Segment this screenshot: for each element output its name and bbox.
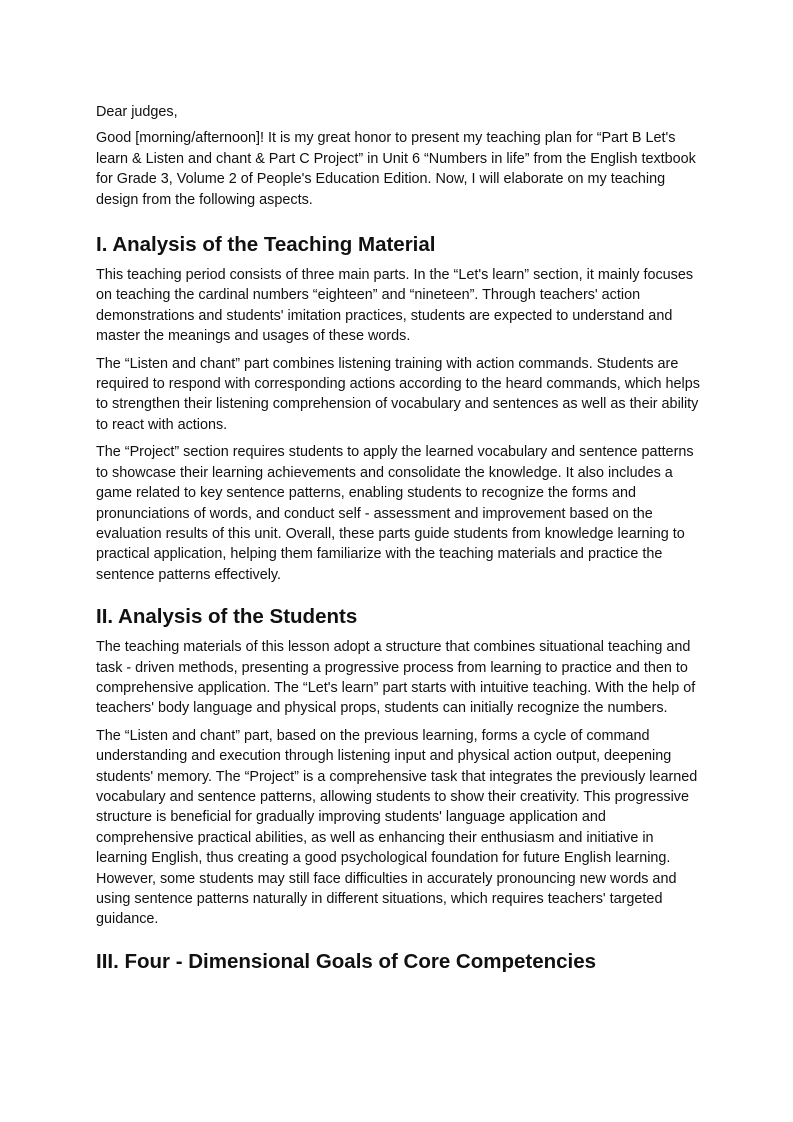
body-paragraph: The “Listen and chant” part combines listening training with action commands. Students are required to respond with corresponding actions according to the heard commands, which helps to strengthen their listening comprehension of vocabulary and sentences as well as their ability to react with actions. <box>96 355 700 433</box>
body-paragraph: The “Project” section requires students to apply the learned vocabulary and sentence patterns to showcase their learning achievements and consolidate the knowledge. It also includes a game related to key sentence patterns, enabling students to recognize the forms and pronunciations of words, and conduct self - assessment and improvement based on the evaluation results of this unit. Overall, these parts guide students from knowledge learning to practical application, helping them familiarize with the teaching materials and practice the sentence patterns effectively. <box>96 444 694 583</box>
greeting: Dear judges, <box>96 104 178 120</box>
section-heading-students: II. Analysis of the Students <box>96 605 358 629</box>
document-page <box>96 102 702 975</box>
body-paragraph: The teaching materials of this lesson adopt a structure that combines situational teaching and task - driven methods, presenting a progressive process from learning to practice and then to comprehensive application. The “Let's learn” part starts with intuitive teaching. With the help of teachers' body language and physical props, students can initially recognize the numbers. <box>96 639 696 717</box>
section-heading-goals: III. Four - Dimensional Goals of Core Competencies <box>96 949 597 973</box>
intro-paragraph: Good [morning/afternoon]! It is my great honor to present my teaching plan for “Part B Let's learn & Listen and chant & Part C Project” in Unit 6 “Numbers in life” from the English textbook for Grade 3, Volume 2 of People's Education Edition. Now, I will elaborate on my teaching design from the following aspects. <box>96 130 696 208</box>
body-paragraph: The “Listen and chant” part, based on the previous learning, forms a cycle of command understanding and execution through listening input and physical action output, deepening students' memory. The “Project” is a comprehensive task that integrates the previously learned vocabulary and sentence patterns, allowing students to show their creativity. This progressive structure is beneficial for gradually improving students' language application and comprehensive practical abilities, as well as enhancing their enthusiasm and initiative in learning English, thus creating a good psychological foundation for future English learning. However, some students may still face difficulties in accurately pronouncing new words and using sentence patterns naturally in different situations, which requires teachers' targeted guidance. <box>96 727 698 928</box>
section-heading-teaching-material: I. Analysis of the Teaching Material <box>96 233 436 257</box>
body-paragraph: This teaching period consists of three main parts. In the “Let's learn” section, it mainly focuses on teaching the cardinal numbers “eighteen” and “nineteen”. Through teachers' action demonstrations and students' imitation practices, students are expected to understand and master the meanings and usages of these words. <box>96 267 694 345</box>
